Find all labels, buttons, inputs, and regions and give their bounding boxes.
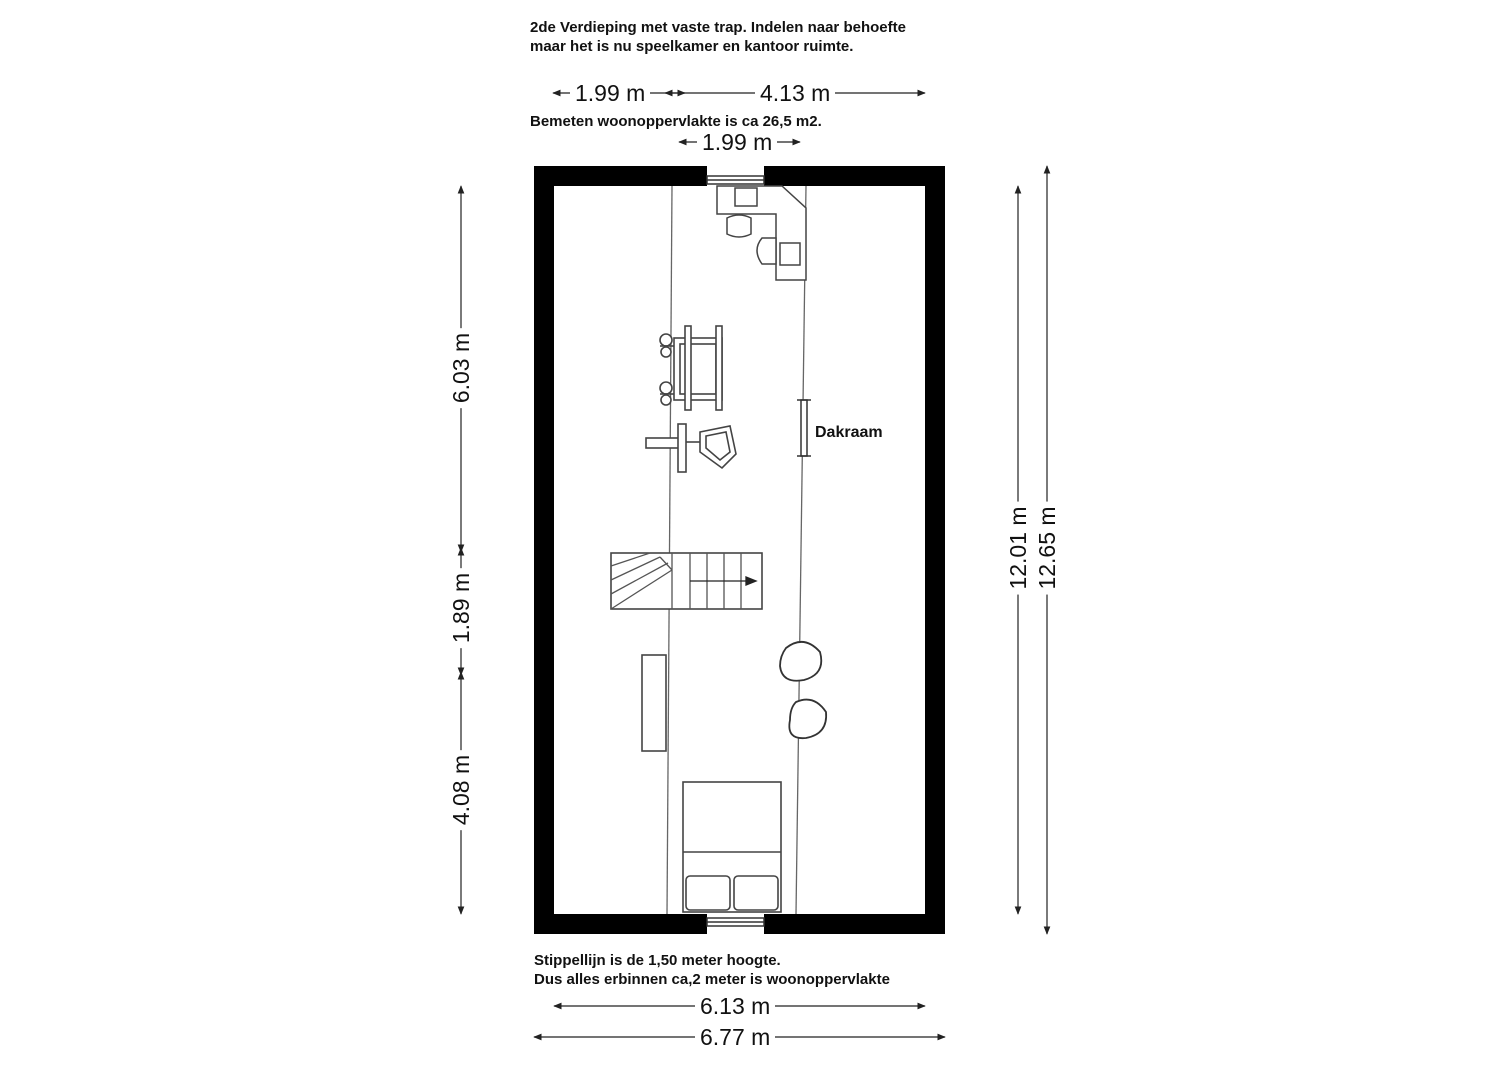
- height-note-line1: Stippellijn is de 1,50 meter hoogte.: [534, 952, 781, 969]
- staircase: [611, 553, 762, 609]
- dim-bottom-inner: 6.13 m: [695, 994, 775, 1018]
- dim-left-middle: 1.89 m: [449, 568, 473, 648]
- desk-corner: [717, 186, 806, 280]
- window-top: [707, 176, 764, 184]
- dim-right-inner: 12.01 m: [1006, 501, 1030, 594]
- title-note-line1: 2de Verdieping met vaste trap. Indelen naar behoefte: [530, 19, 906, 36]
- skylight-label: Dakraam: [815, 424, 883, 441]
- area-note: Bemeten woonoppervlakte is ca 26,5 m2.: [530, 113, 822, 130]
- dim-left-upper: 6.03 m: [449, 328, 473, 408]
- dim-right-outer: 12.65 m: [1035, 501, 1059, 594]
- dim-bottom-outer: 6.77 m: [695, 1025, 775, 1049]
- height-note-line2: Dus alles erbinnen ca,2 meter is woonoppervlakte: [534, 971, 890, 988]
- dim-top-right: 4.13 m: [755, 81, 835, 105]
- cabinet: [642, 655, 666, 751]
- dim-top-left: 1.99 m: [570, 81, 650, 105]
- window-bottom: [707, 918, 764, 926]
- dim-left-lower: 4.08 m: [449, 750, 473, 830]
- exercise-bike: [646, 424, 736, 472]
- title-note-line2: maar het is nu speelkamer en kantoor ruimte.: [530, 38, 854, 55]
- skylight-symbol: [797, 400, 811, 456]
- lounge-chairs: [780, 642, 826, 738]
- fitness-machine: [660, 326, 722, 410]
- dim-top-opening: 1.99 m: [697, 130, 777, 154]
- bed: [683, 782, 781, 912]
